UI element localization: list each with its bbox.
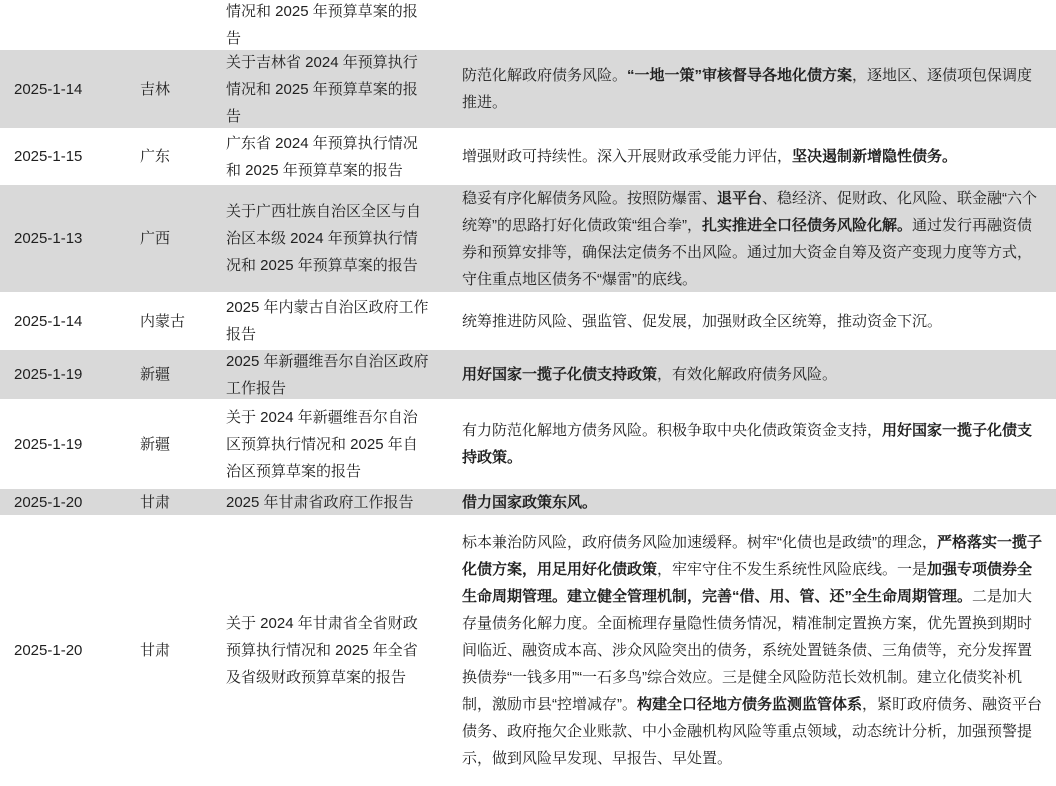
policy-segment: 二是加大存量债务化解力度。全面梳理存量隐性债务情况，精准制定置换方案，优先置换到期时间临近、融资成本高、涉众风险突出的债务，系统处置链条债、三角债等，充分发挥置换债券“一钱多用”“一石多鸟”综合效应。三是健全风险防范长效机制。建立化债奖补机制，激励市县“控增减存”。 [462,588,1033,713]
date-cell [0,292,140,350]
report-title-cell [226,489,448,515]
province-cell [140,0,226,50]
policy-cell [448,185,1056,292]
title-segment: 广东省 2024 年预算执行情况和 2025 年预算草案的报告 [226,134,418,179]
report-title [226,198,431,279]
date-cell [0,0,140,50]
province: 广西 [140,230,171,247]
policy-segment-bold: 严格落实一揽子化债方案，用足用好化债政策 [462,534,1043,578]
province-cell [140,292,226,350]
report-title [226,610,431,691]
policy-segment-bold: 构建全口径地方债务监测监管体系 [637,696,863,713]
date-cell [0,128,140,185]
policy-text [462,361,837,388]
policy-segment-bold: 退平台 [717,189,763,207]
policy-text [462,489,597,515]
title-segment: 关于吉林省 2024 年预算执行情况和 2025 年预算草案的报告 [226,53,418,125]
report-date: 2025-1-15 [14,148,83,165]
policy-segment: 、稳经济、促财政、化风险、联金融“六个统筹”的思路打好化债政策“组合拳”， [462,189,1038,234]
policy-cell [448,399,1056,489]
report-title [226,489,414,515]
report-title-cell [226,515,448,786]
report-title-cell [226,292,448,350]
report-date: 2025-1-20 [14,493,83,511]
policy-segment: ，紧盯政府债务、融资平台债务、政府拖欠企业账款、中小金融机构风险等重点领域，动态统计分析，加强预警提示，做到风险早发现、早报告、早处置。 [462,696,1043,767]
report-title [226,404,431,485]
report-title-cell [226,185,448,292]
policy-segment: 统筹推进防风险、强监管、促发展，加强财政全区统筹，推动资金下沉。 [462,312,943,330]
policy-cell [448,350,1056,399]
report-date: 2025-1-14 [14,312,83,330]
table-row [0,50,1056,128]
report-title [226,50,431,128]
report-date: 2025-1-19 [14,366,83,383]
province: 甘肃 [140,642,171,659]
policy-segment: 增强财政可持续性。深入开展财政承受能力评估， [462,148,793,165]
report-title [226,294,431,348]
policy-cell [448,489,1056,515]
policy-text [462,185,1045,292]
policy-cell [448,128,1056,185]
date-cell [0,399,140,489]
policy-segment: 通过发行再融资债券和预算安排等，确保法定债务不出风险。通过加大资金自筹及资产变现力度等方式，守住重点地区债务不“爆雷”的底线。 [462,216,1033,288]
title-segment: 2025 年甘肃省政府工作报告 [226,493,414,511]
policy-segment-bold: 扎实推进全口径债务风险化解。 [702,216,913,234]
report-title-cell [226,350,448,399]
table-row [0,489,1056,515]
table-row [0,399,1056,489]
title-segment: 2025 年内蒙古自治区政府工作报告 [226,299,429,343]
province: 甘肃 [140,493,171,511]
title-segment: 关于广西壮族自治区全区与自治区本级 2024 年预算执行情况和 2025 年预算草案的报告 [226,203,422,274]
province: 内蒙古 [140,312,186,330]
province: 广东 [140,148,171,165]
province-cell [140,489,226,515]
report-date: 2025-1-13 [14,230,83,247]
policy-cell [448,292,1056,350]
policy-segment: 有力防范化解地方债务风险。积极争取中央化债政策资金支持， [462,422,883,439]
report-title [226,350,431,399]
report-title-cell [226,0,448,50]
table-row [0,0,1056,50]
policy-cell [448,515,1056,786]
table-row [0,128,1056,185]
province-cell [140,128,226,185]
policy-segment: 防范化解政府债务风险。 [462,67,628,84]
title-segment: 2025 年新疆维吾尔自治区政府工作报告 [226,352,429,397]
report-date: 2025-1-19 [14,435,83,453]
policy-text [462,62,1045,116]
date-cell [0,350,140,399]
policy-segment-bold: 用好国家一揽子化债支持政策。 [462,422,1033,466]
policy-segment-bold: 加强专项债券全生命周期管理。建立健全管理机制，完善“借、用、管、还”全生命周期管理。 [462,561,1033,605]
province-cell [140,350,226,399]
policy-segment-bold: 坚决遏制新增隐性债务。 [792,148,958,165]
table-row [0,350,1056,399]
province: 吉林 [140,80,171,98]
province-cell [140,515,226,786]
province-cell [140,399,226,489]
policy-cell [448,50,1056,128]
policy-cell [448,0,1056,50]
policy-segment: ，有效化解政府债务风险。 [657,366,838,383]
policy-text [462,529,1045,772]
date-cell [0,185,140,292]
table-row [0,515,1056,786]
policy-segment-bold: “一地一策”审核督导各地化债方案 [627,67,853,84]
province: 新疆 [140,435,171,453]
report-title-cell [226,399,448,489]
policy-segment: 标本兼治防风险，政府债务风险加速缓释。树牢“化债也是政绩”的理念， [462,534,937,551]
title-segment: 关于 2024 年甘肃省全省财政预算执行情况和 2025 年全省及省级财政预算草案的报告 [226,615,418,686]
province: 新疆 [140,366,171,383]
report-date: 2025-1-14 [14,80,83,98]
report-title [226,0,431,50]
policy-text [462,308,942,335]
date-cell [0,489,140,515]
policy-text [462,143,957,170]
date-cell [0,515,140,786]
table-row [0,185,1056,292]
policy-segment-bold: 用好国家一揽子化债支持政策 [462,366,658,383]
policy-segment: ，牢牢守住不发生系统性风险底线。一是 [657,561,928,578]
province-cell [140,50,226,128]
report-title-cell [226,128,448,185]
policy-segment: 稳妥有序化解债务风险。按照防爆雷、 [462,189,718,207]
report-date: 2025-1-20 [14,642,83,659]
title-segment: 关于 2024 年新疆维吾尔自治区预算执行情况和 2025 年自治区预算草案的报告 [226,408,418,480]
table-row [0,292,1056,350]
report-title [226,130,431,184]
date-cell [0,50,140,128]
policy-segment: ，逐地区、逐债项包保调度推进。 [462,67,1033,111]
report-title-cell [226,50,448,128]
policy-segment-bold: 借力国家政策东风。 [462,493,598,511]
province-cell [140,185,226,292]
title-segment: 情况和 2025 年预算草案的报告 [226,3,418,47]
policy-text [462,417,1045,471]
